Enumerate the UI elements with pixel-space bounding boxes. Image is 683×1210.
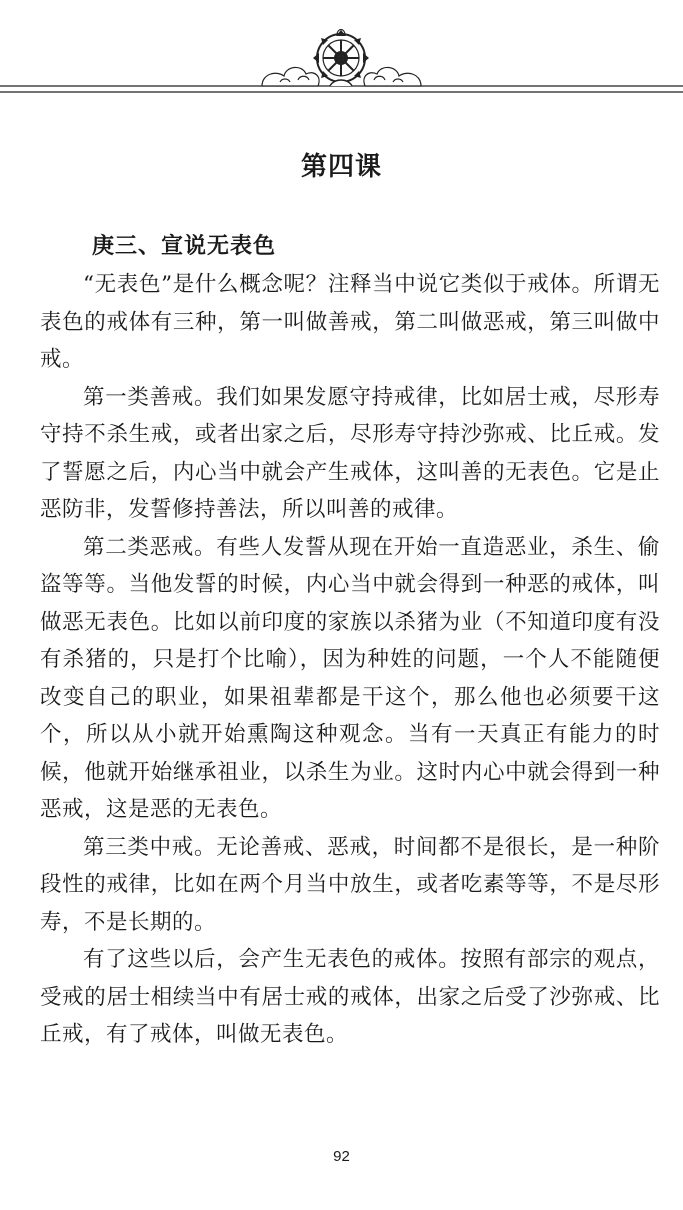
header-rule: [0, 86, 683, 92]
left-cloud-icon: [262, 67, 319, 86]
lesson-title: 第四课: [300, 152, 382, 182]
dharma-wheel-icon: [313, 30, 369, 87]
section-body: [40, 226, 660, 1054]
right-cloud-icon: [364, 67, 421, 86]
paragraph: 有了这些以后，会产生无表色的戒体。按照有部宗的观点，受戒的居士相续当中有居士戒的戒体，出家之后受了沙弥戒、比丘戒，有了戒体，叫做无表色。: [40, 947, 660, 1047]
paragraph: “无表色”是什么概念呢？注释当中说它类似于戒体。所谓无表色的戒体有三种，第一叫做善戒，第二叫做恶戒，第三叫做中戒。: [40, 272, 660, 372]
paragraph: 第一类善戒。我们如果发愿守持戒律，比如居士戒，尽形寿守持不杀生戒，或者出家之后，尽形寿守持沙弥戒、比丘戒。发了誓愿之后，内心当中就会产生戒体，这叫善的无表色。它是止恶防非，发誓修持善法，所以叫善的戒律。: [40, 384, 660, 522]
page-number: 92: [333, 1148, 350, 1165]
paragraph: 第二类恶戒。有些人发誓从现在开始一直造恶业，杀生、偷盗等等。当他发誓的时候，内心当中就会得到一种恶的戒体，叫做恶无表色。比如以前印度的家族以杀猪为业（不知道印度有没有杀猪的，只是打个比喻），因为种姓的问题，一个人不能随便改变自己的职业，如果祖辈都是干这个，那么他也必须要干这个，所以从小就开始熏陶这种观念。当有一天真正有能力的时候，他就开始继承祖业，以杀生为业。这时内心中就会得到一种恶戒，这是恶的无表色。: [40, 534, 660, 822]
section-heading: 庚三、宣说无表色: [92, 233, 277, 259]
header-ornament: [0, 0, 683, 110]
paragraph: 第三类中戒。无论善戒、恶戒，时间都不是很长，是一种阶段性的戒律，比如在两个月当中放生，或者吃素等等，不是尽形寿，不是长期的。: [40, 834, 660, 935]
